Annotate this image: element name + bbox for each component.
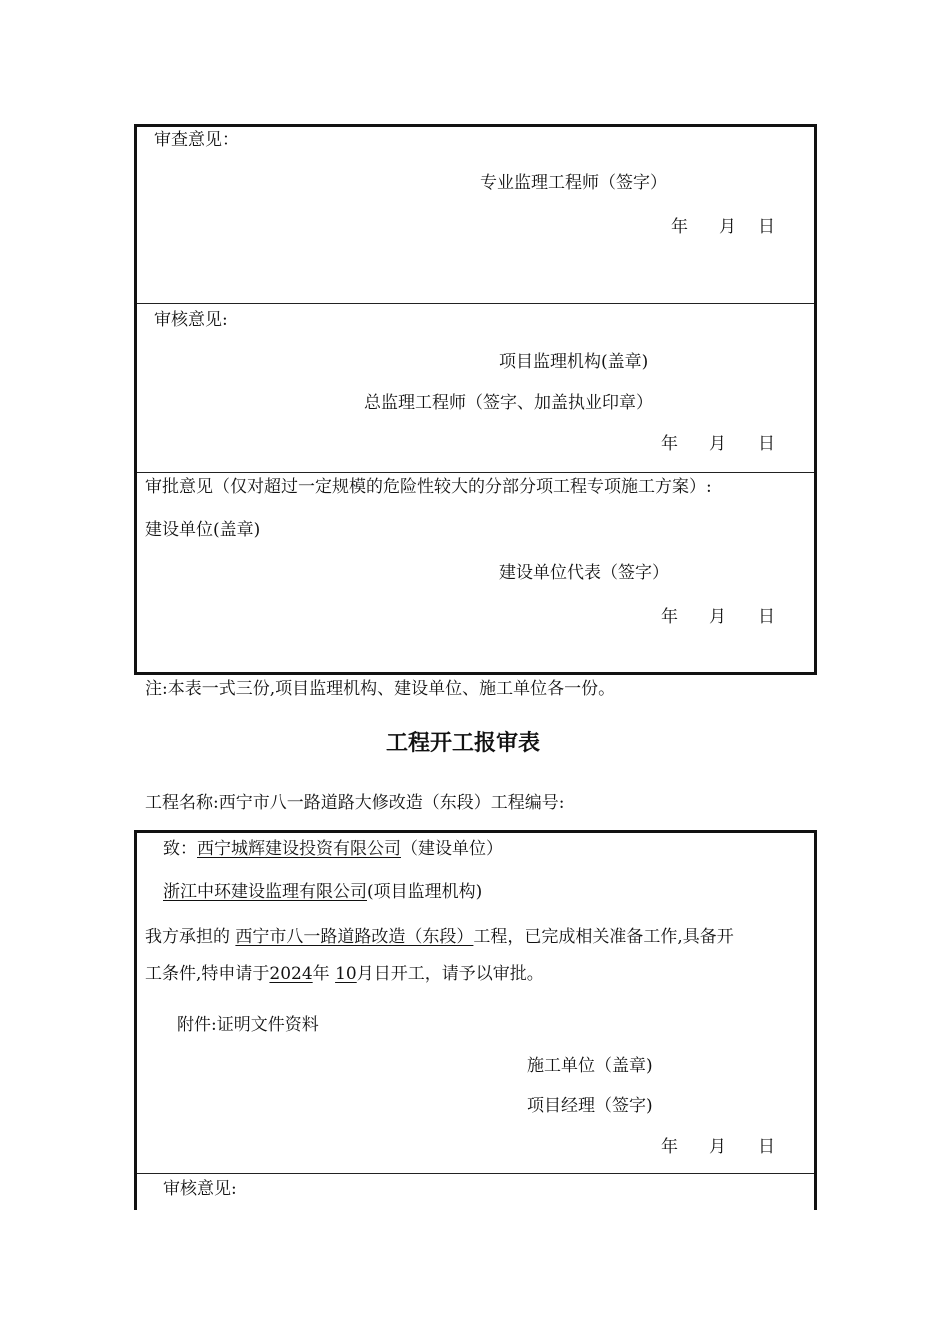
approval-label: 审批意见（仅对超过一定规模的危险性较大的分部分项工程专项施工方案）: [145, 477, 712, 497]
row-divider-2 [137, 472, 814, 473]
form2-day: 日 [758, 1137, 775, 1157]
review-year: 年 [671, 217, 688, 237]
to-prefix: 致： [163, 839, 197, 859]
body-text-2: 工程，已完成相关准备工作,具备开 [473, 927, 734, 947]
owner-unit-name: 西宁城辉建设投资有限公司 [197, 839, 401, 859]
approval-month: 月 [709, 607, 726, 627]
audit-day: 日 [758, 434, 775, 454]
review-month: 月 [719, 217, 736, 237]
application-body-line-1 [145, 926, 734, 948]
supervisor-line [163, 881, 482, 903]
review-day: 日 [758, 217, 775, 237]
form2-year: 年 [661, 1137, 678, 1157]
approval-signer-label: 建设单位代表（签字） [499, 563, 669, 583]
manager-sign-label: 项目经理（签字) [527, 1096, 653, 1116]
approval-owner-label: 建设单位(盖章) [145, 520, 261, 540]
audit-year: 年 [661, 434, 678, 454]
project-name-line: 工程名称:西宁市八一路道路大修改造（东段）工程编号: [145, 793, 565, 813]
audit-label: 审核意见: [154, 310, 228, 330]
start-month-value: 10 [335, 964, 357, 984]
form2-month: 月 [709, 1137, 726, 1157]
form-title: 工程开工报审表 [386, 731, 541, 756]
audit-signer-label: 总监理工程师（签字、加盖执业印章） [364, 393, 653, 413]
body-text-4: 年 [312, 964, 336, 984]
approval-day: 日 [758, 607, 775, 627]
review-label: 审查意见： [154, 130, 239, 150]
contractor-seal-label: 施工单位（盖章) [527, 1056, 653, 1076]
form2-audit-label: 审核意见: [163, 1179, 237, 1199]
supervisor-name: 浙江中环建设监理有限公司 [163, 882, 367, 902]
owner-unit-suffix: （建设单位） [401, 839, 503, 859]
body-text-3: 工条件,特申请于 [145, 964, 270, 984]
audit-org-label: 项目监理机构(盖章) [499, 352, 649, 372]
application-body-line-2 [145, 963, 544, 985]
start-year-value: 2024 [269, 964, 313, 984]
attachment-line: 附件:证明文件资料 [177, 1015, 319, 1035]
body-text-1: 我方承担的 [145, 927, 236, 947]
body-text-5: 月日开工，请予以审批。 [356, 964, 544, 984]
approval-year: 年 [661, 607, 678, 627]
body-project-name: 西宁市八一路道路改造（东段） [235, 927, 474, 947]
row-divider-1 [137, 303, 814, 304]
copies-note: 注:本表一式三份,项目监理机构、建设单位、施工单位各一份。 [145, 679, 616, 699]
audit-row-divider [137, 1173, 814, 1174]
review-signer-label: 专业监理工程师（签字） [480, 173, 667, 193]
supervisor-suffix: (项目监理机构) [367, 882, 483, 902]
addressee-line [163, 838, 503, 860]
audit-month: 月 [709, 434, 726, 454]
